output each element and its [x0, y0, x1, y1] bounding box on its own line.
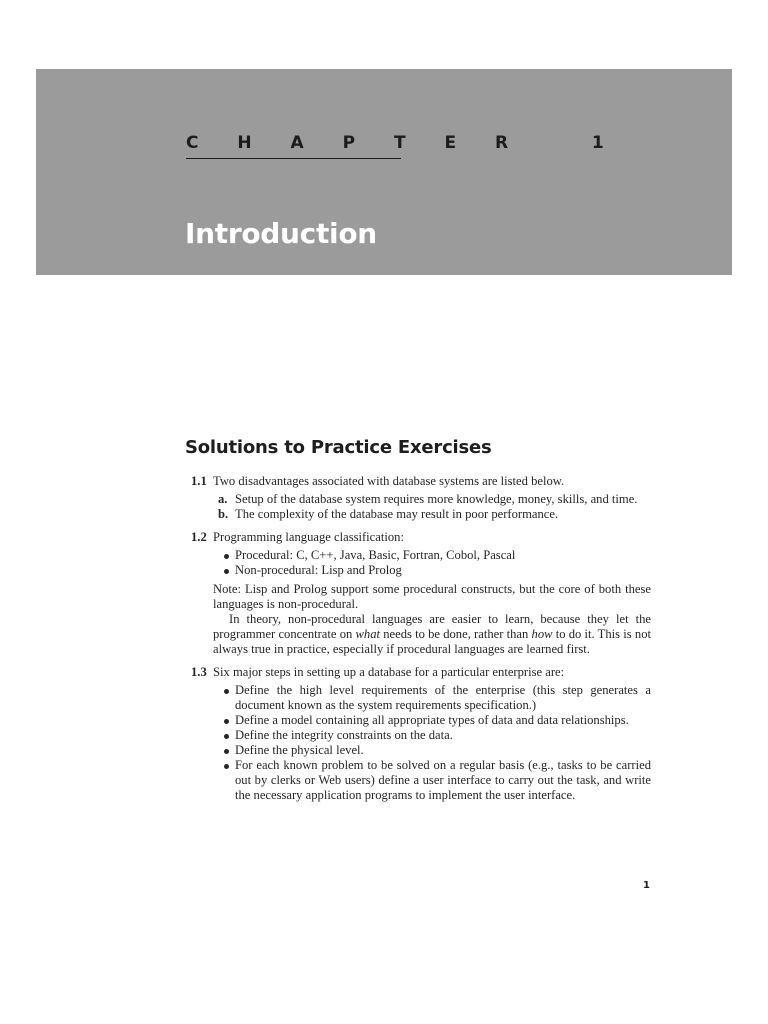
exercise-number: 1.2: [191, 530, 207, 544]
steps-list: [213, 683, 651, 803]
page-number: 1: [643, 880, 650, 891]
emphasis-text: how: [531, 627, 553, 641]
list-marker: a.: [218, 492, 228, 506]
list-item: [213, 548, 651, 563]
chapter-title: Introduction: [185, 217, 377, 250]
theory-paragraph: [213, 612, 651, 657]
disadvantages-list: [213, 492, 651, 522]
list-item-text: Non-procedural: Lisp and Prolog: [235, 563, 402, 577]
exercise-number: 1.3: [191, 665, 207, 679]
exercise-1-2: [185, 530, 651, 657]
list-item-text: For each known problem to be solved on a regular basis (e.g., tasks to be carried out by clerks or Web users) define a user interface to carry out the task, and write the necessary application programs to implement the user interface.: [235, 758, 651, 802]
section-title: Solutions to Practice Exercises: [185, 437, 492, 458]
exercise-intro: Programming language classification:: [213, 530, 404, 544]
list-item: [213, 758, 651, 803]
exercise-number: 1.1: [191, 474, 207, 488]
list-item: [213, 507, 651, 522]
list-item-text: Define the high level requirements of the enterprise (this step generates a document known as the system requirements specification.): [235, 683, 651, 712]
bullet-icon: [224, 554, 229, 559]
list-item-text: Define the physical level.: [235, 743, 364, 757]
bullet-icon: [224, 689, 229, 694]
exercise-intro: Two disadvantages associated with database systems are listed below.: [213, 474, 565, 488]
list-item: [213, 563, 651, 578]
bullet-icon: [224, 569, 229, 574]
bullet-icon: [224, 719, 229, 724]
list-item: [213, 713, 651, 728]
list-marker: b.: [218, 507, 229, 521]
note-paragraph: Note: Lisp and Prolog support some procedural constructs, but the core of both these languages is non-procedural.: [213, 582, 651, 611]
exercise-1-1: [185, 474, 651, 522]
language-list: [213, 548, 651, 578]
paragraph-text: In theory, non-procedural languages are easier to learn, because they let the programmer concentrate on: [213, 612, 651, 641]
bullet-icon: [224, 734, 229, 739]
chapter-rule: [186, 158, 401, 159]
exercise-1-3: [185, 665, 651, 803]
list-item-text: Define the integrity constraints on the data.: [235, 728, 453, 742]
paragraph-text: needs to be done, rather than: [380, 627, 532, 641]
list-item-text: Setup of the database system requires more knowledge, money, skills, and time.: [235, 492, 638, 506]
list-item: [213, 683, 651, 713]
bullet-icon: [224, 749, 229, 754]
list-item-text: Procedural: C, C++, Java, Basic, Fortran, Cobol, Pascal: [235, 548, 516, 562]
list-item-text: Define a model containing all appropriate types of data and data relationships.: [235, 713, 629, 727]
chapter-banner: [36, 69, 732, 275]
list-item: [213, 743, 651, 758]
emphasis-text: what: [355, 627, 381, 641]
exercise-intro: Six major steps in setting up a database for a particular enterprise are:: [213, 665, 565, 679]
chapter-label: C H A P T E R 1: [186, 133, 621, 153]
list-item: [213, 492, 651, 507]
bullet-icon: [224, 764, 229, 769]
exercise-content: [185, 474, 651, 811]
list-item-text: The complexity of the database may result in poor performance.: [235, 507, 559, 521]
paragraph-text: to do it. This is not always true in practice, especially if procedural languages are learned first.: [213, 627, 651, 656]
list-item: [213, 728, 651, 743]
